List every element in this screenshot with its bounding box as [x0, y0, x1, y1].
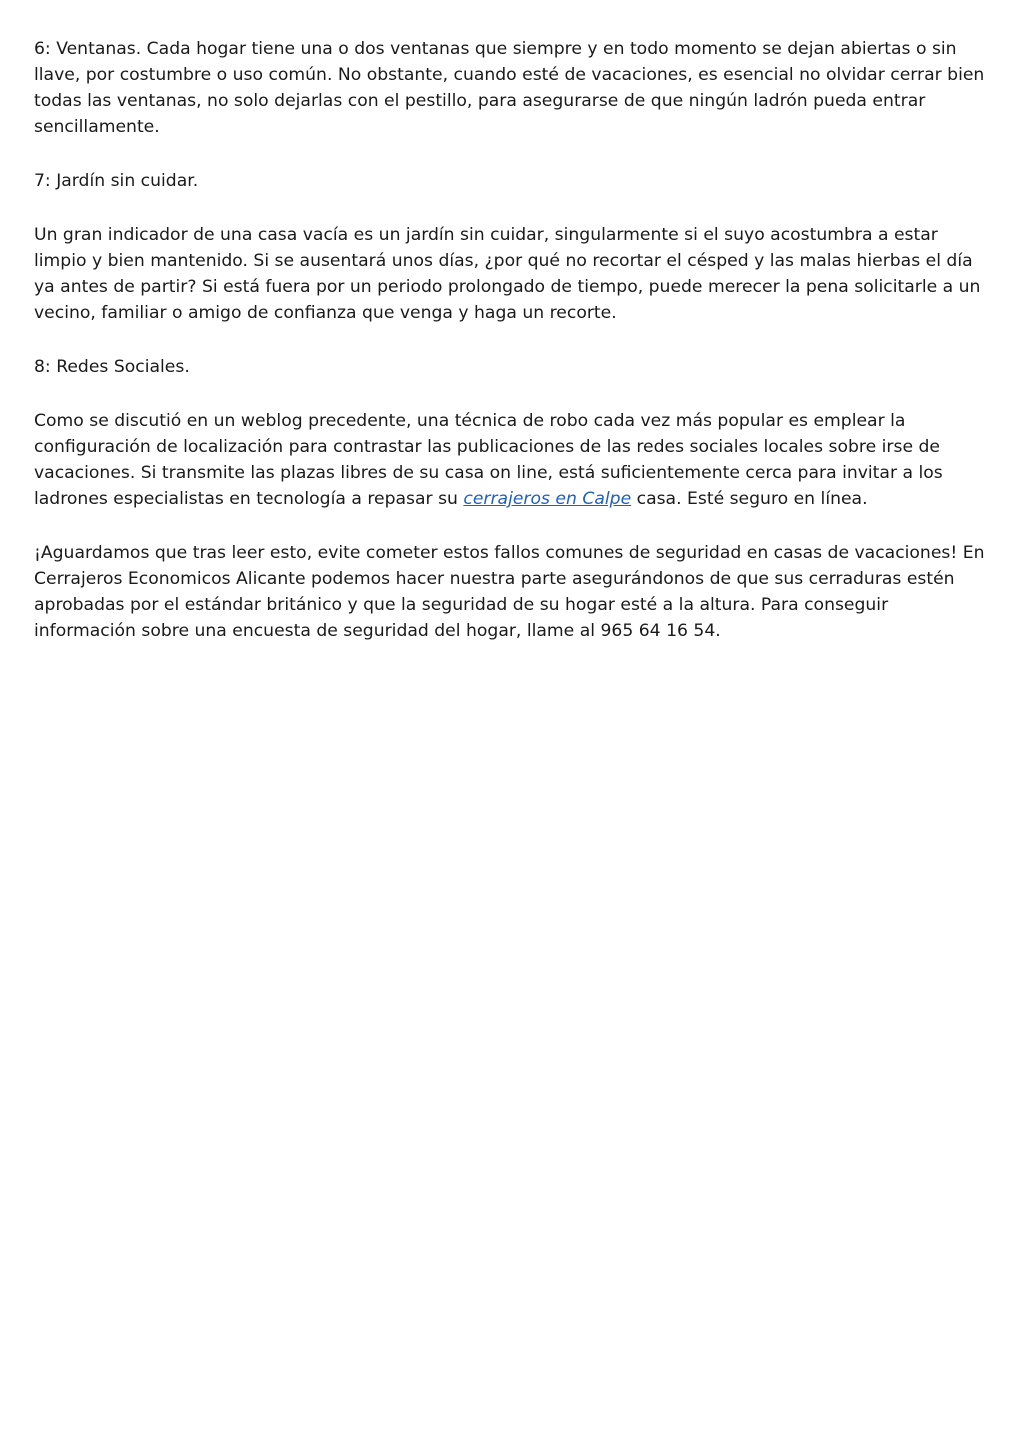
paragraph-jardin: Un gran indicador de una casa vacía es un jardín sin cuidar, singularmente si el suyo acostumbra a estar limpio y bien mantenido. Si se ausentará unos días, ¿por qué no recortar el césped y las malas hierbas el día ya antes de partir? Si está fuera por un periodo prolongado de tiempo, puede merecer la pena solicitarle a un vecino, familiar o amigo de confianza que venga y haga un recorte. — [34, 225, 981, 323]
heading-jardin: 7: Jardín sin cuidar. — [34, 171, 199, 191]
paragraph-redes-text-before: Como se discutió en un weblog precedente, una técnica de robo cada vez más popular es emplear la configuración de localización para contrastar las publicaciones de las redes sociales locales sobre irse de vacaciones. Si transmite las plazas libres de su casa on line, está suficientemente cerca para invitar a los ladrones especialistas en tecnología a repasar su — [34, 411, 943, 509]
paragraph-redes-sociales — [34, 408, 990, 512]
paragraph-ventanas: 6: Ventanas. Cada hogar tiene una o dos ventanas que siempre y en todo momento se dejan abiertas o sin llave, por costumbre o uso común. No obstante, cuando esté de vacaciones, es esencial no olvidar cerrar bien todas las ventanas, no solo dejarlas con el pestillo, para asegurarse de que ningún ladrón pueda entrar sencillamente. — [34, 39, 985, 137]
cerrajeros-calpe-link[interactable]: cerrajeros en Calpe — [463, 489, 632, 509]
paragraph-redes-text-after: casa. Esté seguro en línea. — [631, 489, 868, 509]
heading-redes-sociales: 8: Redes Sociales. — [34, 357, 190, 377]
document-body — [34, 36, 990, 672]
paragraph-conclusion: ¡Aguardamos que tras leer esto, evite cometer estos fallos comunes de seguridad en casas de vacaciones! En Cerrajeros Economicos Alicante podemos hacer nuestra parte asegurándonos de que sus cerraduras estén aprobadas por el estándar británico y que la seguridad de su hogar esté a la altura. Para conseguir información sobre una encuesta de seguridad del hogar, llame al 965 64 16 54. — [34, 543, 985, 641]
